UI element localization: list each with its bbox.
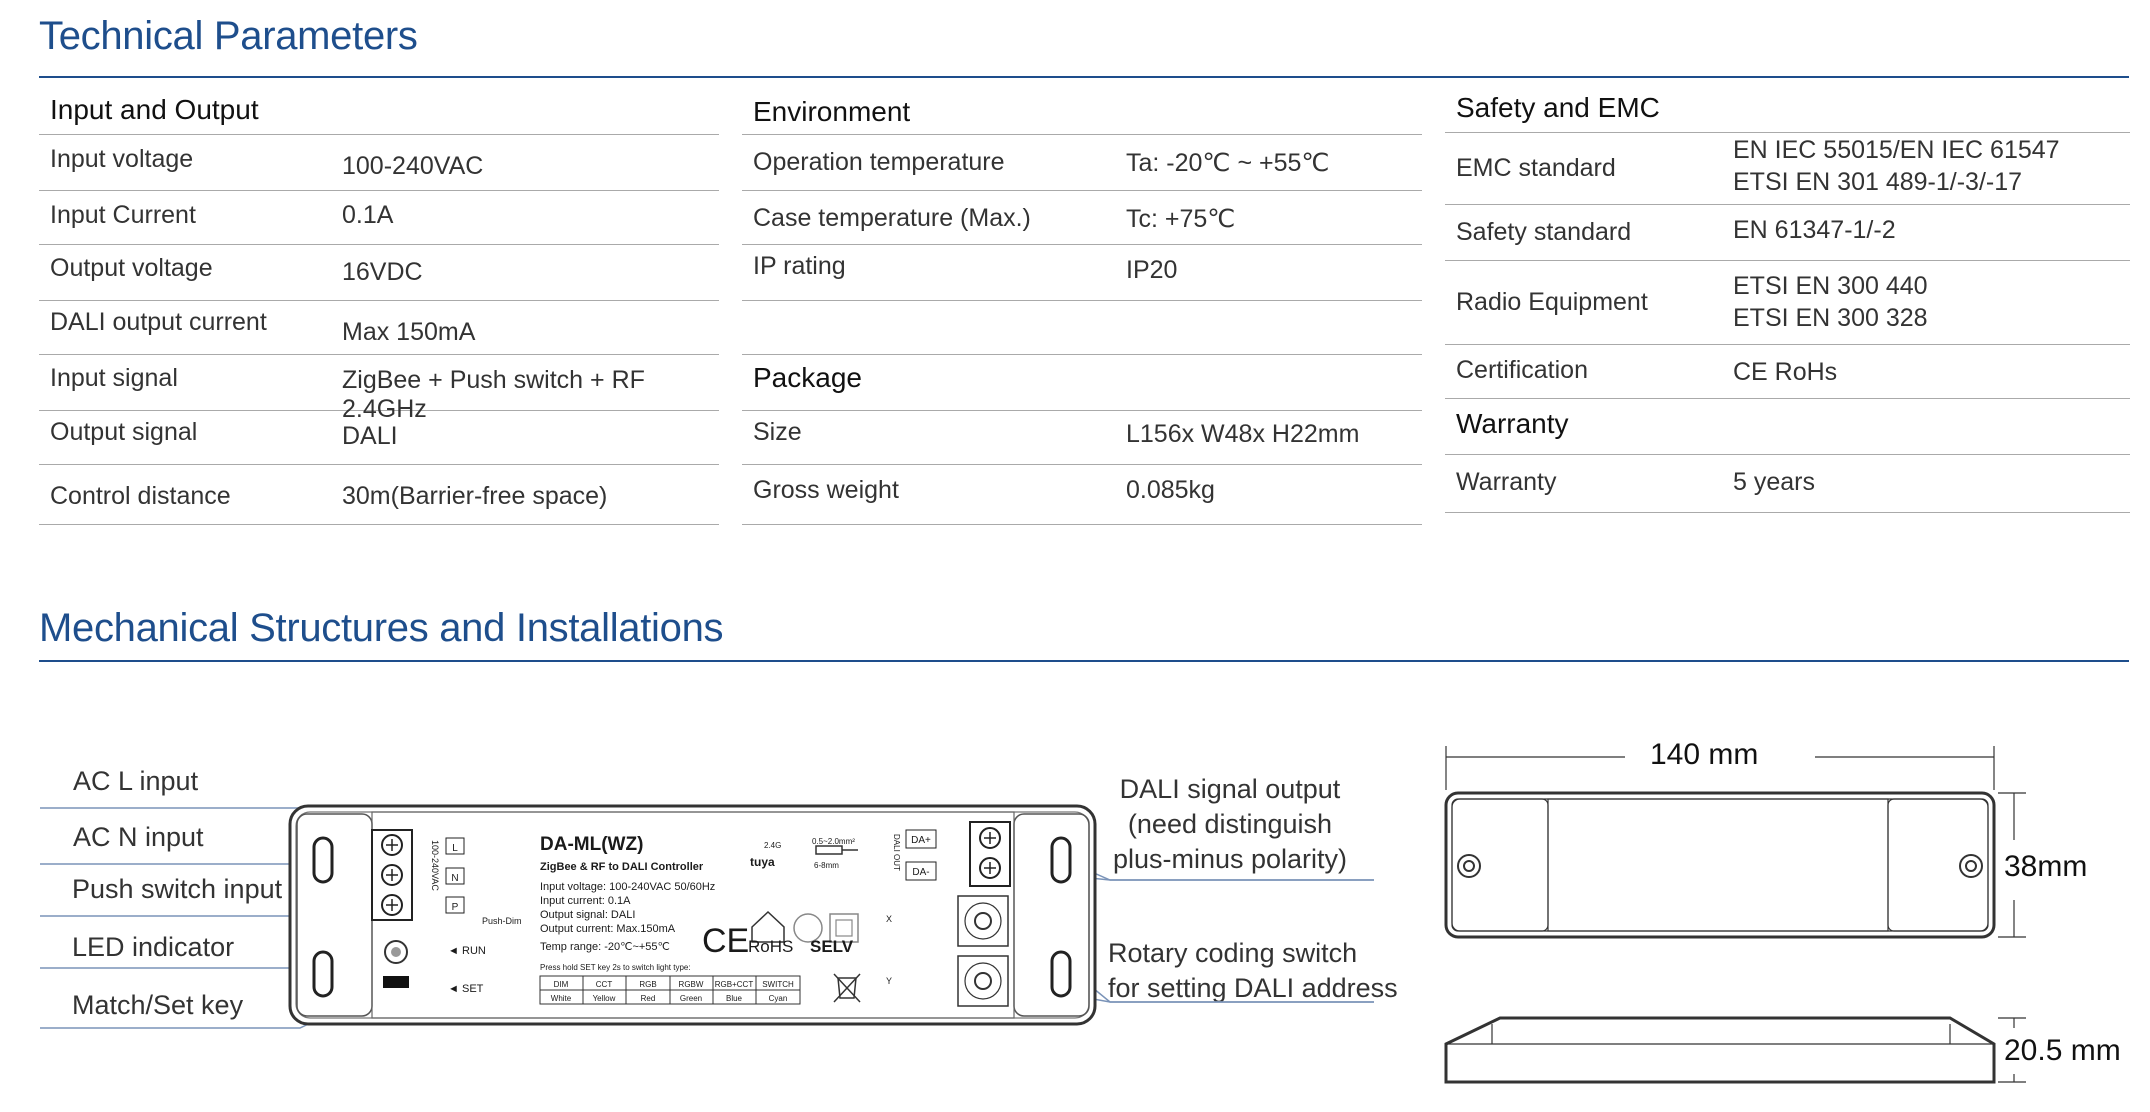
param-value-line: EN IEC 55015/EN IEC 61547 xyxy=(1733,136,2060,164)
table-heading: Input and Output xyxy=(50,94,259,125)
device-spec-line: Output current: Max.150mA xyxy=(540,923,676,935)
device-model: DA-ML(WZ) xyxy=(540,834,644,855)
table-heading: Environment xyxy=(753,96,911,127)
rotary-y-label: Y xyxy=(886,976,893,986)
side-view-drawing xyxy=(1446,1018,2026,1082)
param-value-line: ETSI EN 301 489-1/-3/-17 xyxy=(1733,168,2023,196)
match-set-key xyxy=(383,976,409,988)
light-type: RGBW xyxy=(678,980,704,989)
param-value: 0.1A xyxy=(342,201,394,229)
param-label: Operation temperature xyxy=(753,148,1005,176)
callout-line: (need distinguish xyxy=(1127,809,1333,839)
wire-gauge-label: 0.5~2.0mm² xyxy=(812,837,855,846)
terminal-label: P xyxy=(451,902,459,913)
light-color: Cyan xyxy=(768,994,788,1003)
table-heading: Safety and EMC xyxy=(1456,92,1660,123)
param-label: Case temperature (Max.) xyxy=(753,204,1031,232)
param-value: 30m(Barrier-free space) xyxy=(342,482,608,510)
callout-line: for setting DALI address xyxy=(1108,973,1398,1003)
ce-mark: CE xyxy=(702,922,750,960)
terminal-label: L xyxy=(452,843,458,854)
param-value-line: ETSI EN 300 328 xyxy=(1733,304,1928,332)
param-value: IP20 xyxy=(1126,256,1178,284)
param-value: Tc: +75℃ xyxy=(1126,205,1236,233)
param-value: EN 61347-1/-2 xyxy=(1733,216,1896,244)
device-spec-line: Output signal: DALI xyxy=(540,909,636,921)
param-label: Input Current xyxy=(50,201,196,229)
param-label: Size xyxy=(753,418,802,446)
dimension-length: 140 mm xyxy=(1650,738,1759,771)
device-subtitle: ZigBee & RF to DALI Controller xyxy=(540,861,704,873)
light-type: CCT xyxy=(595,980,613,989)
device-spec-line: Input current: 0.1A xyxy=(540,895,631,907)
param-value: 16VDC xyxy=(342,258,423,286)
terminal-label: N xyxy=(451,873,459,884)
callout-match-set-key: Match/Set key xyxy=(72,990,244,1020)
svg-text:◄: ◄ xyxy=(448,945,459,957)
callout-ac-l-input: AC L input xyxy=(73,766,199,796)
param-value: 5 years xyxy=(1733,468,1815,496)
param-label: Safety standard xyxy=(1456,218,1632,246)
param-label: Radio Equipment xyxy=(1456,288,1648,316)
param-label: Input signal xyxy=(50,364,178,392)
light-type: SWITCH xyxy=(762,980,794,989)
dimension-height: 20.5 mm xyxy=(2004,1034,2121,1067)
top-view-drawing xyxy=(1446,746,2026,937)
param-label: Gross weight xyxy=(753,476,899,504)
light-color: Green xyxy=(679,994,703,1003)
callout-ac-n-input: AC N input xyxy=(73,822,204,852)
input-side-text: 100-240VAC xyxy=(430,840,440,891)
device-spec-line: Temp range: -20℃~+55℃ xyxy=(540,941,670,953)
dimension-width: 38mm xyxy=(2004,850,2088,883)
light-type: DIM xyxy=(553,980,569,989)
callout-line: plus-minus polarity) xyxy=(1112,844,1348,874)
param-value: L156x W48x H22mm xyxy=(1126,420,1360,448)
param-label: IP rating xyxy=(753,252,846,280)
param-value: 100-240VAC xyxy=(342,152,484,180)
param-value: CE RoHs xyxy=(1733,358,1838,386)
param-value-line: ETSI EN 300 440 xyxy=(1733,272,1928,300)
param-label: Input voltage xyxy=(50,145,194,173)
callout-push-switch-input: Push switch input xyxy=(72,874,283,904)
table-heading: Warranty xyxy=(1456,408,1569,439)
param-label: Output signal xyxy=(50,418,198,446)
light-color: Yellow xyxy=(592,994,616,1003)
tuya-logo: tuya xyxy=(750,855,775,869)
light-type: RGB+CCT xyxy=(714,980,754,989)
dali-plus-label: DA+ xyxy=(911,835,931,846)
push-dim-label: Push-Dim xyxy=(482,916,522,926)
light-type: RGB xyxy=(639,980,657,989)
param-value: DALI xyxy=(342,422,398,450)
set-label: SET xyxy=(462,983,484,995)
param-value: Ta: -20℃ ~ +55℃ xyxy=(1126,149,1330,177)
svg-text:◄: ◄ xyxy=(448,983,459,995)
section-title-technical: Technical Parameters xyxy=(39,14,418,58)
param-label: Warranty xyxy=(1456,468,1557,496)
dali-minus-label: DA- xyxy=(912,867,930,878)
section-title-mechanical: Mechanical Structures and Installations xyxy=(39,606,724,650)
run-label: RUN xyxy=(462,945,486,957)
param-label: Certification xyxy=(1456,356,1588,384)
param-label: EMC standard xyxy=(1456,154,1616,182)
param-label: DALI output current xyxy=(50,308,267,336)
param-value: 0.085kg xyxy=(1126,476,1215,504)
callout-line: DALI signal output xyxy=(1119,774,1341,804)
param-value: Max 150mA xyxy=(342,318,476,346)
callout-led-indicator: LED indicator xyxy=(72,932,235,962)
press-hold-note: Press hold SET key 2s to switch light type: xyxy=(540,963,691,972)
light-color: Red xyxy=(640,994,656,1003)
selv-mark: SELV xyxy=(810,937,854,956)
light-color: White xyxy=(550,994,572,1003)
dali-out-side-label: DALI OUT xyxy=(892,834,901,871)
param-label: Output voltage xyxy=(50,254,213,282)
rohs-mark: RoHS xyxy=(748,937,794,956)
strip-length-label: 6-8mm xyxy=(814,861,839,870)
table-heading: Package xyxy=(753,362,862,393)
device-spec-line: Input voltage: 100-240VAC 50/60Hz xyxy=(540,881,716,893)
param-value: ZigBee + Push switch + RF 2.4GHz xyxy=(342,366,645,423)
param-label: Control distance xyxy=(50,482,231,510)
callout-line: Rotary coding switch xyxy=(1108,938,1358,968)
light-color: Blue xyxy=(725,994,743,1003)
rotary-x-label: X xyxy=(886,914,893,924)
controller-device xyxy=(290,806,1095,1024)
freq-label: 2.4G xyxy=(764,841,782,850)
